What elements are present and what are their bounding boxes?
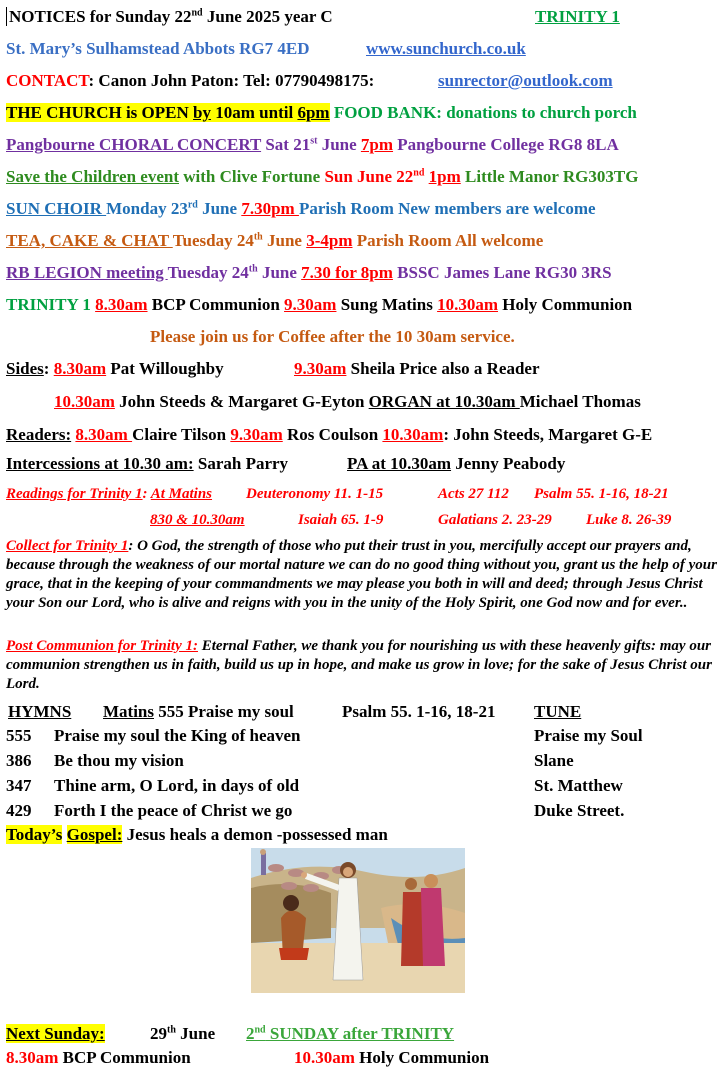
contact-label: CONTACT (6, 71, 89, 90)
sides-line-2: 10.30am John Steeds & Margaret G-Eyton ORGAN at 10.30am Michael Thomas (54, 392, 641, 411)
gospel-label-b: Gospel: (66, 825, 123, 844)
foodbank-text: donations to church porch (441, 103, 637, 122)
gospel-label-a: Today’s (6, 825, 63, 844)
readings-row-1: Readings for Trinity 1: At Matins (6, 486, 213, 502)
hymns-tune-label: TUNE (534, 702, 582, 721)
hymn-number: 386 (6, 751, 32, 770)
services-line: TRINITY 1 8.30am BCP Communion 9.30am Sung Matins 10.30am Holy Communion (6, 295, 633, 314)
title-text: NOTICES for Sunday 22nd June 2025 year C (6, 7, 333, 26)
hymn-number: 555 (6, 726, 32, 745)
readers-line: Readers: 8.30am Claire Tilson 9.30am Ros Coulson 10.30am: John Steeds, Margaret G-E (6, 425, 653, 444)
hymn-number: 347 (6, 776, 32, 795)
gospel-text: Jesus heals a demon -possessed man (122, 825, 388, 844)
hymn-title: Praise my soul the King of heaven (54, 726, 301, 745)
post-communion-paragraph: Post Communion for Trinity 1: Eternal Father, we thank you for nourishing us with these heavenly gifts: may our communion strengthen us in faith, build us up in hope, and make us grow in love; for the sake of Jesus Christ our Lord. (6, 638, 712, 692)
hymns-matins: Matins 555 Praise my soul (103, 702, 294, 721)
reading-m3: Psalm 55. 1-16, 18-21 (534, 486, 669, 502)
hymns-psalm: Psalm 55. 1-16, 18-21 (342, 702, 496, 721)
hymn-number: 429 (6, 801, 32, 820)
notice-title (6, 6, 333, 28)
next-sunday-date: 29th June (150, 1024, 216, 1043)
collect-paragraph: Collect for Trinity 1: O God, the strength of those who put their trust in you, mercifully accept our prayers and, because through the weakness of our mortal nature we can do no good thing without you, grant us the help of your grace, that in the keeping of your commandments we may please you both in will and deed; through Jesus Christ your Son our Lord, who is alive and reigns with you in the unity of the Holy Spirit, one God now and for ever.. (6, 538, 717, 611)
hymn-title: Be thou my vision (54, 751, 184, 770)
reading-hc-label: 830 & 10.30am (150, 512, 245, 528)
church-open-line (6, 102, 637, 124)
save-the-children-line: Save the Children event with Clive Fortune Sun June 22nd 1pm Little Manor RG303TG (6, 167, 639, 186)
reading-h3: Luke 8. 26-39 (586, 512, 672, 528)
gospel-line (6, 824, 388, 846)
legion-line: RB LEGION meeting Tuesday 24th June 7.30 for 8pm BSSC James Lane RG30 3RS (6, 263, 612, 282)
next-sunday-line (6, 1023, 105, 1045)
next-sunday-title: 2nd SUNDAY after TRINITY (246, 1024, 455, 1043)
concert-line: Pangbourne CHORAL CONCERT Sat 21st June 7pm Pangbourne College RG8 8LA (6, 135, 619, 154)
hymn-title: Forth I the peace of Christ we go (54, 801, 293, 820)
gospel-illustration (251, 848, 465, 993)
reading-h2: Galatians 2. 23-29 (438, 512, 552, 528)
hymns-header: HYMNS (8, 702, 72, 721)
contact-details: : Canon John Paton: Tel: 07790498175: (88, 71, 375, 90)
choir-line: SUN CHOIR Monday 23rd June 7.30pm Parish Room New members are welcome (6, 199, 596, 218)
hymn-title: Thine arm, O Lord, in days of old (54, 776, 300, 795)
hymn-tune: Slane (534, 751, 574, 770)
trinity-label: TRINITY 1 (535, 7, 620, 26)
sides-line-1: Sides: 8.30am Pat Willoughby (6, 359, 224, 378)
email-link[interactable]: sunrector@outlook.com (438, 71, 613, 90)
pa-line: PA at 10.30am Jenny Peabody (347, 454, 566, 473)
foodbank-label: FOOD BANK: (333, 103, 442, 122)
coffee-notice: Please join us for Coffee after the 10 30am service. (150, 327, 515, 346)
intercessions-line: Intercessions at 10.30 am: Sarah Parry (6, 454, 289, 473)
reading-h1: Isaiah 65. 1-9 (298, 512, 384, 528)
tea-line: TEA, CAKE & CHAT Tuesday 24th June 3-4pm Parish Room All welcome (6, 231, 544, 250)
reading-m1: Deuteronomy 11. 1-15 (246, 486, 384, 502)
sides-line-1b: 9.30am Sheila Price also a Reader (294, 359, 540, 378)
hymn-tune: St. Matthew (534, 776, 623, 795)
next-sunday-services: 8.30am BCP Communion (6, 1048, 191, 1067)
hymn-tune: Duke Street. (534, 801, 625, 820)
parish-name: St. Mary’s Sulhamstead Abbots RG7 4ED (6, 39, 310, 58)
website-link[interactable]: www.sunchurch.co.uk (366, 39, 526, 58)
next-sunday-label: Next Sunday: (6, 1024, 105, 1043)
hymn-tune: Praise my Soul (534, 726, 643, 745)
reading-m2: Acts 27 112 (438, 486, 509, 502)
contact-line (6, 70, 374, 92)
gospel-illustration-svg (251, 848, 465, 993)
next-sunday-services-b: 10.30am Holy Communion (294, 1048, 490, 1067)
open-notice: THE CHURCH is OPEN by 10am until 6pm (6, 103, 330, 122)
